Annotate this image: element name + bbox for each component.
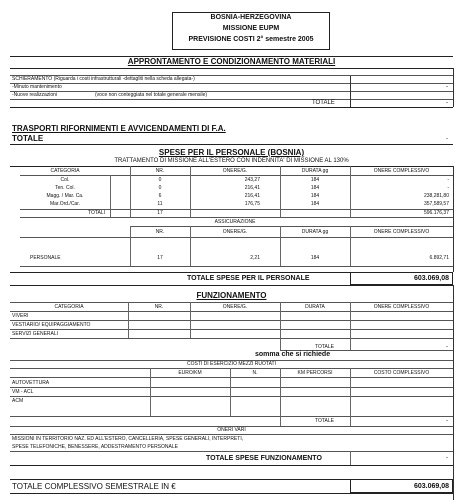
rule xyxy=(10,368,453,369)
rule xyxy=(190,166,191,217)
col-header-categoria: CATEGORIA xyxy=(50,168,80,174)
row-durata: 184 xyxy=(310,177,320,183)
mezzi-col-km: KM PERCORSI xyxy=(297,370,333,376)
header-country: BOSNIA-HERZEGOVINA xyxy=(210,14,292,21)
ass-col-onere-complessivo: ONERE COMPLESSIVO xyxy=(373,229,430,235)
col-header-onere-complessivo: ONERE COMPLESSIVO xyxy=(373,168,430,174)
funz-totale-spese-value: - xyxy=(446,455,448,461)
row-cat: Col. xyxy=(60,177,70,183)
row-onere: 176,75 xyxy=(244,201,260,207)
totali-nr: 17 xyxy=(157,210,163,216)
funz-row-servizi: SERVIZI GENERALI xyxy=(12,331,59,337)
rule xyxy=(10,99,453,100)
rule xyxy=(20,217,453,218)
personale-totale-label: TOTALE SPESE PER IL PERSONALE xyxy=(187,275,310,282)
rule xyxy=(350,451,351,465)
row-durata: 184 xyxy=(310,193,320,199)
rule xyxy=(453,68,454,107)
header-mission: MISSIONE EUPM xyxy=(222,25,280,32)
col-header-nr: NR. xyxy=(155,168,165,174)
funz-totale-value: - xyxy=(446,344,448,350)
rule xyxy=(150,368,151,416)
funz-col-onere-complessivo: ONERE COMPLESSIVO xyxy=(373,304,430,310)
rule xyxy=(10,91,453,92)
rule xyxy=(10,329,453,330)
rule xyxy=(128,302,129,338)
rule xyxy=(453,285,454,500)
mezzi-row-acm: ACM xyxy=(12,398,24,404)
ass-col-nr: NR. xyxy=(155,229,165,235)
rule xyxy=(110,175,111,217)
mezzi-totale-value: - xyxy=(446,418,448,424)
schieramento-row: SCHIERAMENTO (Riguarda i costi infrastrutturali -dettagliti nella scheda allegata-) xyxy=(12,76,195,82)
rule xyxy=(10,285,453,286)
rule xyxy=(453,166,454,272)
mezzi-row-autovettura: AUTOVETTURA xyxy=(12,380,50,386)
row-total: 357,589,57 xyxy=(423,201,449,207)
rule xyxy=(230,368,231,416)
funz-col-nr: NR. xyxy=(154,304,164,310)
row-nr: 11 xyxy=(157,201,163,207)
ass-row-onere: 2,21 xyxy=(250,255,260,261)
rule xyxy=(130,166,131,217)
mezzi-col-n: N. xyxy=(252,370,258,376)
rule xyxy=(10,434,453,435)
row-cat: Magg. / Mar. Ca. xyxy=(46,193,84,199)
trasporti-title: TRASPORTI RIFORNIMENTI E AVVICENDAMENTI DI F.A. xyxy=(12,124,226,133)
row-nr: 6 xyxy=(158,193,162,199)
row-total: 238,281,80 xyxy=(423,193,449,199)
row-onere: 216,41 xyxy=(244,193,260,199)
approntamento-title: APPRONTAMENTO E CONDIZIONAMENTO MATERIALI xyxy=(127,57,336,66)
rule xyxy=(350,166,351,217)
rule xyxy=(190,302,191,338)
rule xyxy=(280,302,281,350)
ass-col-onere: ONERE/G. xyxy=(222,229,248,235)
mezzi-totale-label: TOTALE xyxy=(315,418,334,424)
rule xyxy=(10,338,453,339)
funz-col-onere: ONERE/G. xyxy=(222,304,248,310)
rule xyxy=(20,175,453,176)
row-nr: 0 xyxy=(158,185,162,191)
rule xyxy=(280,368,281,426)
header-forecast: PREVISIONE COSTI 2° semestre 2005 xyxy=(188,36,314,43)
rule xyxy=(350,368,351,426)
rule xyxy=(10,320,453,321)
row-onere: 243,27 xyxy=(244,177,260,183)
trasporti-totale-label: TOTALE xyxy=(12,134,44,143)
funz-col-categoria: CATEGORIA xyxy=(54,304,84,310)
oneri-text-2: SPESE TELEFONICHE, BENESSERE, ADDESTRAMENTO PERSONALE xyxy=(12,444,178,450)
rule xyxy=(10,451,453,452)
minuto-value: - xyxy=(446,84,448,90)
ass-row-label: PERSONALE xyxy=(30,255,61,261)
rule xyxy=(280,166,281,217)
row-onere: 216,41 xyxy=(244,185,260,191)
rule xyxy=(20,237,453,238)
rule xyxy=(10,144,453,145)
funz-totale-spese-label: TOTALE SPESE FUNZIONAMENTO xyxy=(206,455,322,462)
rule xyxy=(10,311,453,312)
rule xyxy=(10,387,453,388)
ass-row-total: 6.892,71 xyxy=(429,255,449,261)
rule xyxy=(10,166,453,167)
ass-col-durata: DURATA gg xyxy=(301,229,329,235)
rule xyxy=(10,68,453,69)
funz-row-vestiario: VESTIARIO/ EQUIPAGGIAMENTO xyxy=(12,322,91,328)
funz-row-viveri: VIVERI xyxy=(12,313,29,319)
approntamento-totale-value: - xyxy=(446,100,448,106)
rule xyxy=(10,416,453,417)
rule xyxy=(10,107,453,108)
ass-row-durata: 184 xyxy=(310,255,320,261)
rule xyxy=(10,396,453,397)
minuto-mantenimento-row: -Minuto mantenimento xyxy=(12,84,62,90)
mezzi-col-euro-km: EURO/KM xyxy=(178,370,202,376)
funz-col-durata: DURATA xyxy=(305,304,325,310)
rule xyxy=(10,493,453,494)
approntamento-totale-label: TOTALE xyxy=(312,100,335,106)
somma-richiede-label: somma che si richiede xyxy=(255,351,331,358)
rule xyxy=(20,266,453,267)
grand-total-label: TOTALE COMPLESSIVO SEMESTRALE IN € xyxy=(12,482,176,491)
rule xyxy=(10,302,453,303)
oneri-text-1: MISSIONI IN TERRITORIO NAZ. ED ALL'ESTERO, CANCELLERIA, SPESE GENERALI, INTERPRETI, xyxy=(12,436,244,442)
personale-title: SPESE PER IL PERSONALE (BOSNIA) xyxy=(158,148,305,157)
trasporti-totale-value: - xyxy=(446,136,448,142)
grand-total-value: 603.069,08 xyxy=(413,483,449,490)
row-cat: Mar.Ord./Car. xyxy=(49,201,80,207)
funzionamento-title: FUNZIONAMENTO xyxy=(196,291,267,300)
assicurazione-label: ASSICURAZIONE xyxy=(214,219,256,225)
mezzi-col-costo: COSTO COMPLESSIVO xyxy=(373,370,430,376)
row-durata: 184 xyxy=(310,201,320,207)
personale-totale-value: 603.069,08 xyxy=(413,275,449,282)
rule xyxy=(10,465,453,466)
rule xyxy=(10,83,453,84)
totali-label: TOTALI xyxy=(88,210,106,216)
rule xyxy=(350,76,351,107)
oneri-vari-title: ONERI VARI xyxy=(217,427,246,433)
mezzi-row-vm-acl: VM - ACL xyxy=(12,389,34,395)
nuove-realizzazioni-note: (voce non conteggiata nel totale generale mensile) xyxy=(95,92,208,98)
mezzi-title: COSTI DI ESERCIZIO MEZZI RUOTATI xyxy=(187,361,276,367)
personale-subtitle: TRATTAMENTO DI MISSIONE ALL'ESTERO CON INDENNITA' DI MISSIONE AL 130% xyxy=(114,158,349,164)
row-total: - xyxy=(447,185,449,191)
row-nr: 0 xyxy=(158,177,162,183)
rule xyxy=(350,302,351,350)
totali-value: 596.176,37 xyxy=(423,210,449,216)
ass-row-nr: 17 xyxy=(157,255,163,261)
col-header-onere: ONERE/G. xyxy=(222,168,248,174)
funz-totale-label: TOTALE xyxy=(315,344,334,350)
row-total: - xyxy=(447,177,449,183)
row-durata: 184 xyxy=(310,185,320,191)
nuove-realizzazioni-row: -Nuove realizzazioni xyxy=(12,92,58,98)
rule xyxy=(10,377,453,378)
col-header-durata: DURATA gg xyxy=(301,168,329,174)
row-cat: Ten. Col. xyxy=(55,185,75,191)
rule xyxy=(130,226,453,227)
